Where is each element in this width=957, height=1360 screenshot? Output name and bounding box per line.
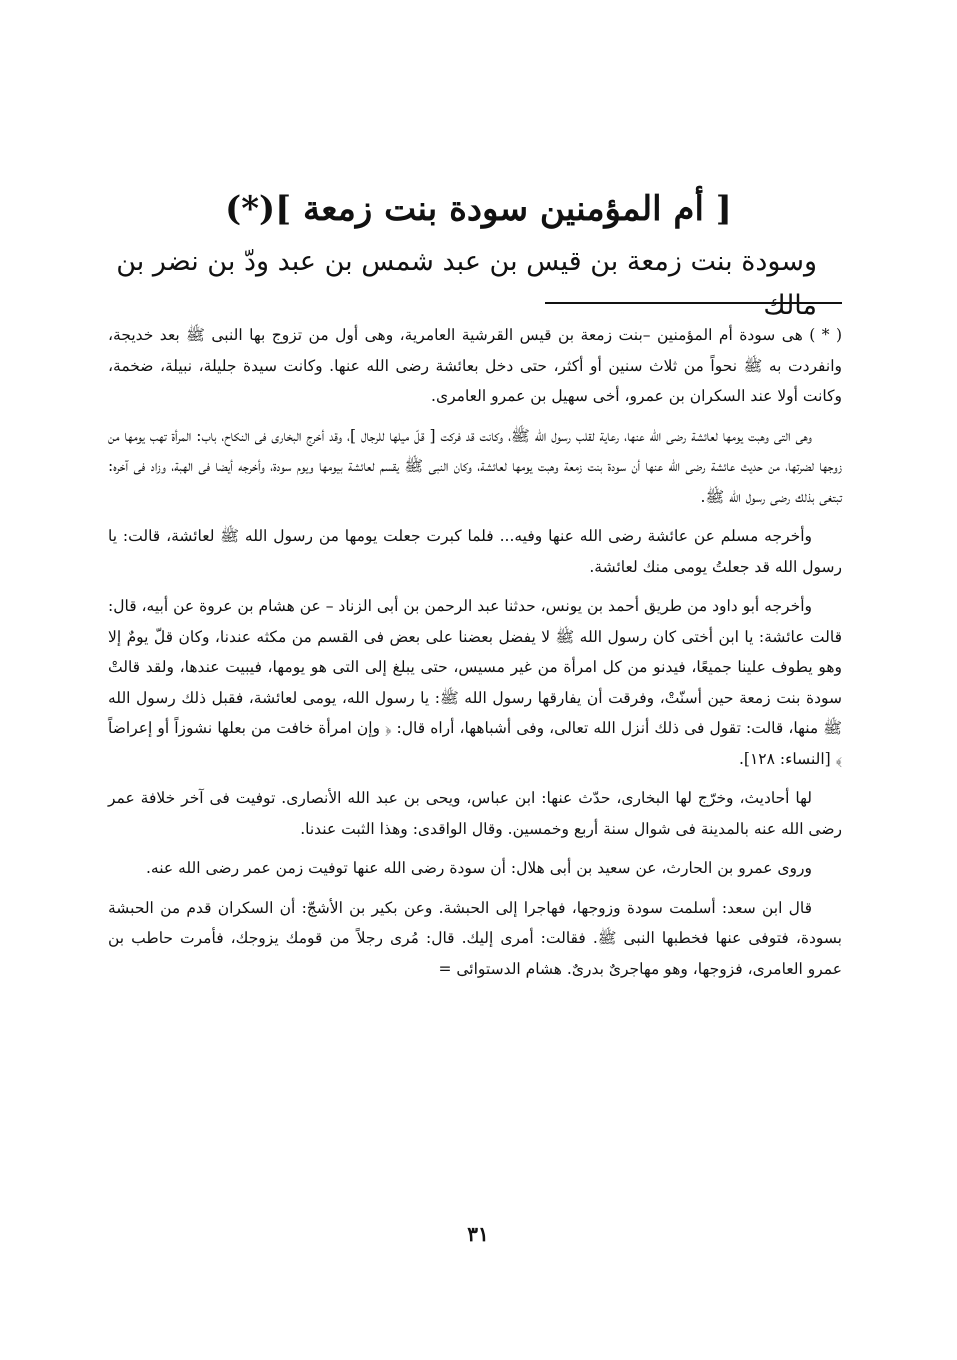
page-title: [ أم المؤمنين سودة بنت زمعة ](*) [225,188,732,229]
footnote-paragraph: لها أحاديث، وخرّج لها البخارى، حدّث عنها: ابن عباس، ويحى بن عبد الله الأنصارى. توفيت فى آخر خلافة عمر رضى الله عنه بالمدينة فى شوال سنة أربع وخمسين. وقال الواقدى: وهذا الثبت عندنا. [108,789,842,838]
footnote-paragraph: وروى عمرو بن الحارث، عن سعيد بن أبى هلال: أن سودة رضى الله عنها توفيت زمن عمر رضى الله عنه. [146,859,812,877]
lineage-line: وسودة بنت زمعة بن قيس بن عبد شمس بن عبد ودّ بن نضر بن مالك [116,246,817,321]
footnote-paragraph: قال ابن سعد: أسلمت سودة وزوجها، فهاجرا إلى الحبشة. وعن بكير بن الأشجّ: أن السكران قدم من الحبشة بسودة، فتوفى عنها فخطبها النبى ﷺ. فقالت: أمرى إليك. قال: مُرى رجلاً من قومك يزوجك، فأمرت حاطب بن عمرو العامرى، فزوجها، وهو مهاجرىٌ بدرىٌ. هشام الدستوائى = [108,898,842,978]
footnote-paragraph: وأخرجه أبو داود من طريق أحمد بن يونس، حدثنا عبد الرحمن بن أبى الزناد – عن هشام بن عروة عن أبيه، قال: قالت عائشة: يا ابن أختى كان رسول الله ﷺ لا يفضل بعضنا على بعض فى القسم من مكثه عندنا، وكان قلّ يومٌ إلا وهو يطوف علينا جميعًا، فيدنو من كل امرأة من غير مسيس، حتى يبلغ إلى التى هو يومها، فيبيت عندها، ولقد قالتْ سودة بنت زمعة حين أسنّتْ، وفرقت أن يفارقها رسول الله ﷺ: يا رسول الله، يومى لعائشة، فقبل ذلك رسول الله ﷺ منها، قالت: تقول فى ذلك أنزل الله تعالى، وفى أشباهها، أراه قال: ﴿ وإن امرأة خافت من بعلها نشوزاً أو إعراضاً ﴾ [النساء: ١٢٨]. [108,597,842,768]
footnote-paragraph: وهى التى وهبت يومها لعائشة رضى الله عنها، رعاية لقلب رسول الله ﷺ، وكانت قد فركت [ قلّ ميلها للرجال ]، وقد أخرج البخارى فى النكاح، باب: المرأة تهب يومها من زوجها لضرتها، من حديث عائشة رضى الله عنها أن سودة بنت زمعة وهبت يومها لعائشة، وكان النبى ﷺ يقسم لعائشة بيومها ويوم سودة، وأخرجه أيضا فى الهبة، وزاد فى آخره: تبتغى بذلك رضى رسول الله ﷺ. [108,426,842,506]
page-number: ٣١ [467,1222,489,1246]
footnote-section [108,320,842,993]
footnote-separator [545,302,842,304]
footnote-paragraph: ( * ) هى سودة أم المؤمنين –بنت زمعة بن قيس القرشية العامرية، وهى أول من تزوج بها النبى ﷺ بعد خديجة، وانفردت به ﷺ نحواً من ثلاث سنين أو أكثر، حتى دخل بعائشة رضى الله عنها. وكانت سيدة جليلة، نبيلة، ضخمة، وكانت أولا عند السكران بن عمرو، أخى سهيل بن عمرو العامرى. [108,326,842,405]
footnote-paragraph: وأخرجه مسلم عن عائشة رضى الله عنها وفيه... فلما كبرت جعلت يومها من رسول الله ﷺ لعائشة، قالت: يا رسول الله قد جعلتُ يومى منك لعائشة. [108,527,842,576]
